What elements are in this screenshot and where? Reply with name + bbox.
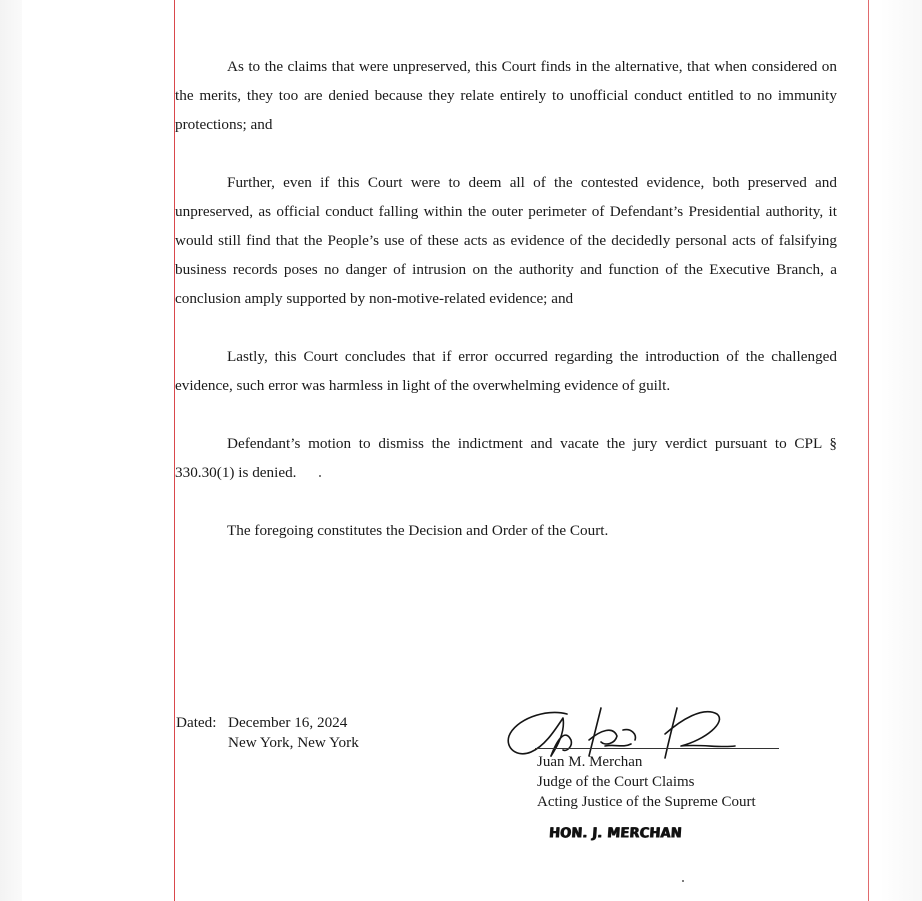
signatory-title-justice: Acting Justice of the Supreme Court [537, 794, 756, 810]
document-body [175, 52, 837, 574]
dated-date: December 16, 2024 [228, 714, 348, 731]
scan-speck [682, 880, 684, 882]
paragraph-decision-order: The foregoing constitutes the Decision and Order of the Court. [227, 522, 609, 539]
paragraph-harmless-error: Lastly, this Court concludes that if error occurred regarding the introduction of the challenged evidence, such error was harmless in light of the overwhelming evidence of guilt. [175, 348, 837, 394]
signatory-name: Juan M. Merchan [537, 754, 643, 770]
signatory-details [537, 752, 756, 812]
right-margin-line [868, 0, 869, 901]
paragraph-official-conduct: Further, even if this Court were to deem all of the contested evidence, both preserved and unpreserved, as official conduct falling within the outer perimeter of Defendant’s Presidential authority, it would still find that the People’s use of these acts as evidence of the decidedly personal acts of falsifying business records poses no danger of intrusion on the authority and function of the Executive Branch, a conclusion amply supported by non-motive-related evidence; and [175, 174, 837, 307]
dated-place: New York, New York [228, 734, 359, 751]
paragraph-motion-denied: Defendant’s motion to dismiss the indictment and vacate the jury verdict pursuant to CPL § 330.30(1) is denied. [175, 435, 837, 481]
signature-line [535, 748, 779, 749]
dated-block [176, 713, 359, 753]
paragraph-unpreserved-claims: As to the claims that were unpreserved, this Court finds in the alternative, that when considered on the merits, they too are denied because they relate entirely to unofficial conduct entitled to no immunity protections; and [175, 58, 837, 133]
signatory-title-judge: Judge of the Court Claims [537, 774, 695, 790]
signature-block [505, 700, 795, 860]
name-stamp: HON. J. MERCHAN [548, 825, 683, 842]
scan-speck [319, 475, 321, 477]
dated-label: Dated: [176, 714, 217, 731]
